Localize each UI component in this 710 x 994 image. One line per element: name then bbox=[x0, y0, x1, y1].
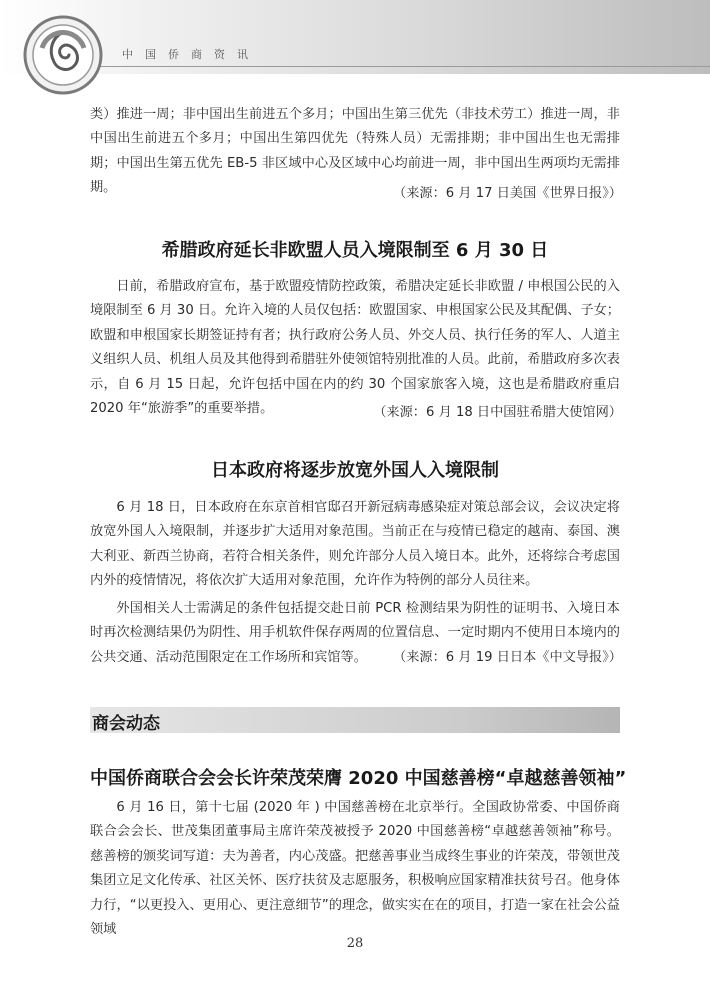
article-body-charity: 6 月 16 日，第十七届 (2020 年 ) 中国慈善榜在北京举行。全国政协常委、中国侨商联合会会长、世茂集团董事局主席许荣茂被授予 2020 中国慈善榜“卓越慈善领袖”称号。慈善榜的颁奖词写道：夫为善者，内心茂盛。把慈善事业当成终生事业的许荣茂，带领世茂集团立足文化传承、社区关怀、医疗扶贫及志愿服务，积极响应国家精准扶贫号召。他身体力行，“以更投入、更用心、更注意细节”的理念，做实实在在的项目，打造一家在社会公益领域 bbox=[90, 800, 620, 938]
intro-paragraph: 类）推进一周；非中国出生前进五个多月；中国出生第三优先（非技术劳工）推进一周，非中国出生前进五个多月；中国出生第四优先（特殊人员）无需排期；非中国出生也无需排期；中国出生第五优先 EB-5 非区域中心及区域中心均前进一周，非中国出生两项均无需排期。 bbox=[90, 107, 620, 196]
chamber-logo bbox=[22, 14, 104, 96]
article-body-greece: 日前，希腊政府宣布，基于欧盟疫情防控政策，希腊决定延长非欧盟 / 申根国公民的入境限制至 6 月 30 日。允许入境的人员仅包括：欧盟国家、申根国家公民及其配偶、子女；欧盟和申根国家长期签证持有者；执行政府公务人员、外交人员、执行任务的军人、人道主义组织人员、机组人员及其他得到希腊驻外使领馆特别批准的人员。此前，希腊政府多次表示，自 6 月 15 日起，允许包括中国在内的约 30 个国家旅客入境，这也是希腊政府重启 2020 年“旅游季”的重要举措。 bbox=[90, 279, 620, 417]
header-title: 中国侨商资讯 bbox=[122, 48, 260, 61]
section-bar bbox=[90, 707, 620, 733]
section-title: 商会动态 bbox=[92, 714, 160, 734]
article-title-charity: 中国侨商联合会会长许荣茂荣膺 2020 中国慈善榜“卓越慈善领袖” bbox=[90, 768, 627, 789]
intro-source: （来源：6 月 17 日美国《世界日报》） bbox=[393, 186, 622, 201]
header-rule bbox=[90, 66, 710, 67]
article-title-japan: 日本政府将逐步放宽外国人入境限制 bbox=[211, 460, 499, 481]
article-title-greece: 希腊政府延长非欧盟人员入境限制至 6 月 30 日 bbox=[161, 240, 549, 261]
header-band bbox=[0, 0, 710, 74]
article-body-japan-2: 外国相关人士需满足的条件包括提交赴日前 PCR 检测结果为阴性的证明书、入境日本时再次检测结果仍为阴性、用手机软件保存两周的位置信息、一定时期内不使用日本境内的公共交通、活动范围限定在工作场所和宾馆等。 bbox=[90, 601, 620, 665]
article-source-japan: （来源：6 月 19 日日本《中文导报》） bbox=[393, 650, 622, 665]
article-source-greece: （来源：6 月 18 日中国驻希腊大使馆网） bbox=[373, 405, 622, 420]
page-number: 28 bbox=[346, 936, 364, 951]
article-body-japan-1: 6 月 18 日，日本政府在东京首相官邸召开新冠病毒感染症对策总部会议，会议决定将放宽外国人入境限制，并逐步扩大适用对象范围。当前正在与疫情已稳定的越南、泰国、澳大利亚、新西兰协商，若符合相关条件，则允许部分人员入境日本。此外，还将综合考虑国内外的疫情情况，将依次扩大适用对象范围，允许作为特例的部分人员往来。 bbox=[90, 500, 620, 589]
